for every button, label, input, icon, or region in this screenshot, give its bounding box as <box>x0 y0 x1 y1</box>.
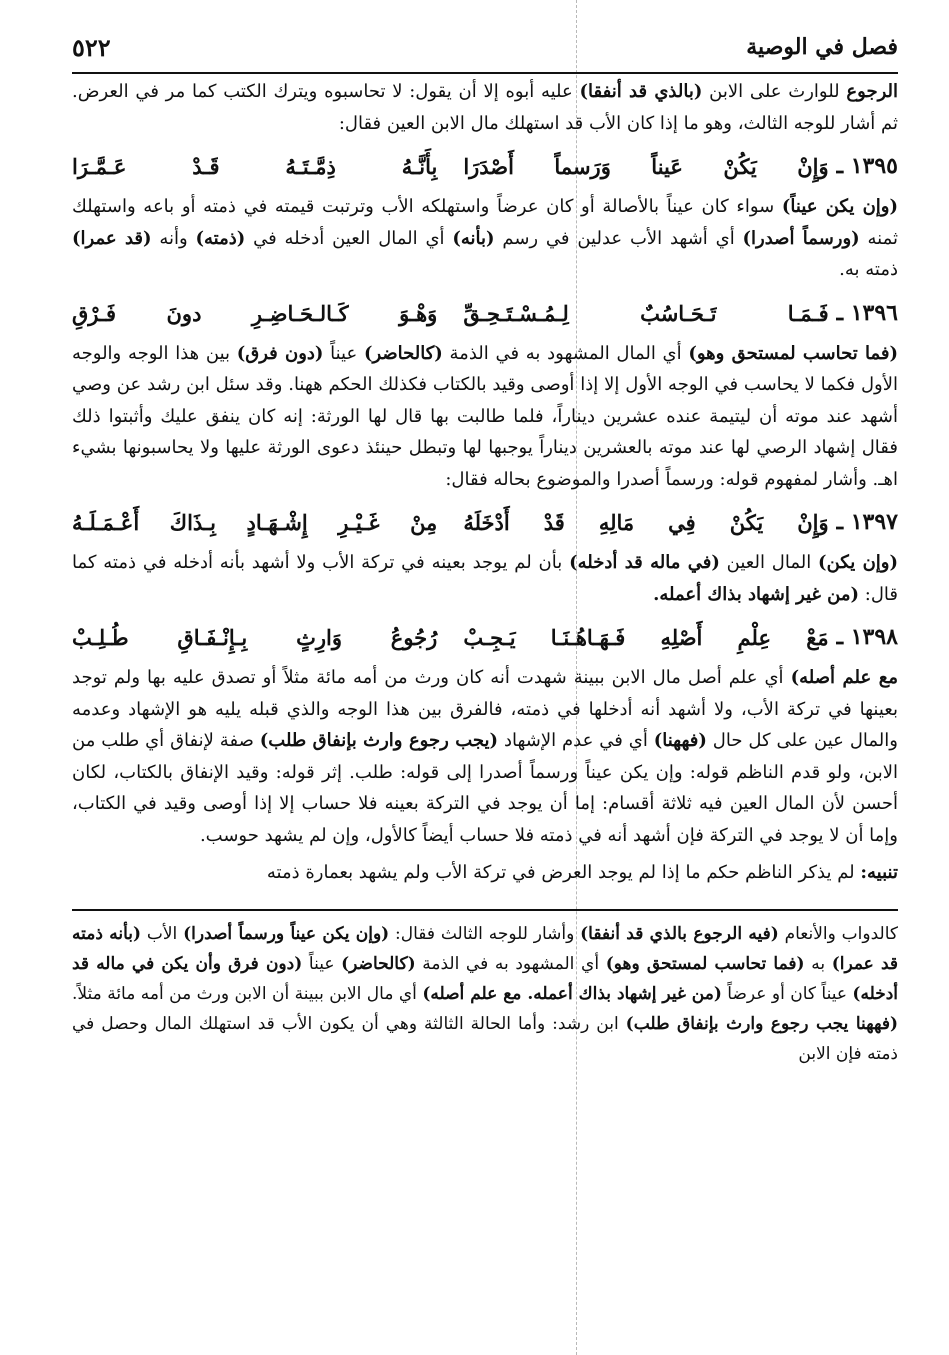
bold-phrase: (كالحاضر) <box>341 953 416 974</box>
bold-phrase: (دون فرق) <box>236 342 324 364</box>
bold-phrase: (بأنه) <box>452 227 495 249</box>
book-page <box>72 22 898 1342</box>
notice-label: تنبيه: <box>860 862 898 883</box>
verse-first-hemistich: مَعْ عِلْمِ أَصْلِهِ فَـهَـاهُـنَـا يَـجِـبْ <box>463 625 829 651</box>
text-run: كالدواب والأنعام <box>778 923 898 944</box>
text-run: أي المال المشهود به في الذمة <box>442 342 689 364</box>
bold-phrase: مع علم أصله) <box>790 667 898 688</box>
bold-phrase: (قد عمرا) <box>72 227 152 249</box>
bold-phrase: (من غير إشهاد بذاك أعمله. <box>653 583 860 605</box>
bold-phrase: (ذمته) <box>195 227 246 249</box>
verse-second-hemistich: بِأَنَّـهُ ذِمَّـتَـهُ قَـدْ عَـمَّـرَا <box>72 154 438 180</box>
verse-number: ١٣٩٧ ـ <box>836 509 898 536</box>
text-run: لم يذكر الناظم حكم ما إذا لم يوجد العرض في تركة الأب ولم يشهد بعمارة ذمته <box>266 862 861 883</box>
bold-phrase: (فما تحاسب لمستحق وهو) <box>688 342 898 364</box>
intro-paragraph <box>72 76 898 139</box>
main-text <box>72 76 898 889</box>
bold-phrase: (وإن يكن) <box>818 552 898 573</box>
notice-paragraph <box>72 857 898 889</box>
verse-first-hemistich: وَإِنْ يَكُنْ عَيناً وَرَسماً أَصْدَرَا <box>463 154 829 180</box>
text-run: بين هذا الوجه والوجه الأول فكما لا يحاسب في الوجه الأول إلا إذا أوصى وقيد بالكتاب فكذلك الحكم ههنا. وقد سئل ابن رشد عن وصي أشهد عند موته أن ليتيمة عنده عشرين ديناراً، فلما طالبت بها قال لها الورثة: إنه كان ينفق عليك وأثبتوا ذلك فقال إشهاد الرصي لها عند موته بالعشرين ديناراً يوجبها لها وتبطل حينئذ دعوى الورثة عليها ولا يحاسبونها بشيء اهـ. وأشار لمفهوم قوله: ورسماً أصدرا والموضوع بحاله فقال: <box>72 342 898 490</box>
page-number: ٥٢٢ <box>72 32 111 62</box>
commentary-paragraph-1395 <box>72 191 898 286</box>
verse-1397 <box>72 499 898 547</box>
text-run: الأب <box>141 923 184 944</box>
verse-number: ١٣٩٨ ـ <box>836 624 898 651</box>
commentary-paragraph-1398 <box>72 662 898 851</box>
text-run: عيناً <box>323 342 364 364</box>
bold-phrase: (يجب رجوع وارث بإنفاق طلب) <box>259 730 499 751</box>
text-run: أي المال العين أدخله في <box>245 227 453 249</box>
bold-phrase: (فما تحاسب لمستحق وهو) <box>605 953 805 974</box>
footnotes <box>72 919 898 1069</box>
bold-phrase: (فههنا يجب رجوع وارث بإنفاق طلب) <box>625 1013 898 1034</box>
text-run: المال العين <box>719 552 819 573</box>
verse-second-hemistich: مِنْ غَـيْـرِ إِشْـهَـادٍ بِـذَاكَ أَعْـمَـلَـهُ <box>72 510 438 536</box>
text-run: عيناً كان أو عرضاً <box>721 983 853 1004</box>
text-run: وأنه <box>151 227 196 249</box>
bold-phrase: (فيه الرجوع بالذي قد أنفقا) <box>580 923 779 944</box>
text-run: عيناً <box>302 953 342 974</box>
text-run: عليه أبوه إلا أن يقول: لا تحاسبوه ويترك الكتب كما مر في العرض. ثم أشار للوجه الثالث، وهو ما إذا كان الأب قد استهلك مال الابن العين فقال: <box>72 81 898 134</box>
verse-second-hemistich: رُجُوعُ وَارِثٍ بِـإِنْـفَـاقِ طُـلِـبْ <box>72 625 438 651</box>
commentary-paragraph-1396 <box>72 338 898 496</box>
bold-phrase: (فههنا) <box>653 730 707 751</box>
bold-phrase: (دون فرق وأن يكن في ماله قد أدخله) <box>72 953 898 1004</box>
verse-second-hemistich: وَهْـوَ كَـالـحَـاضِـرِ دونَ فَـرْقِ <box>72 300 438 326</box>
footnote-separator <box>72 909 898 911</box>
bold-phrase: (في ماله قد أدخله) <box>569 552 720 573</box>
text-run: أي علم أصل مال الابن ببينة شهدت أنه كان ورث من أمه مائة مثلاً أو تصدق عليه بها ولم توجد بعينها في تركة الأب، ولا أشهد أنه أدخلها في ذمته، فالفرق بين هذا الوجه والذي قبله يليه هو الإشهاد وعدمه والمال عين على كل حال <box>72 667 898 751</box>
bold-phrase: (بالذي قد أنفقا) <box>579 81 703 102</box>
text-run: ابن رشد: وأما الحالة الثالثة وهي أن يكون الأب قد استهلك المال وحصل في ذمته فإن الابن <box>72 1013 898 1064</box>
bold-phrase: (بأنه ذمته قد عمرا) <box>72 923 898 974</box>
text-run: أي مال الابن ببينة أن الابن ورث من أمه مائة مثلاً. <box>72 983 423 1004</box>
verse-first-hemistich: وَإِنْ يَكُنْ فِي مَالِهِ قَدْ أَدْخَلَهُ <box>463 510 829 536</box>
commentary-paragraph-1397 <box>72 547 898 610</box>
verse-1398 <box>72 614 898 662</box>
text-run: أي أشهد الأب عدلين في رسم <box>494 227 743 249</box>
bold-phrase: الرجوع <box>846 81 898 102</box>
verse-number: ١٣٩٦ ـ <box>836 299 898 326</box>
text-run: سواء كان عيناً بالأصالة أو كان عرضاً واستهلكه الأب وترتبت قيمته في ذمته أو باعه واستهلك ثمنه <box>72 196 898 249</box>
bold-phrase: (وإن يكن عيناً) <box>781 196 898 217</box>
verse-number: ١٣٩٥ ـ <box>836 153 898 180</box>
text-run: أي في عدم الإشهاد <box>498 730 654 751</box>
page-header <box>72 22 898 74</box>
verse-first-hemistich: فَـمَـا تَـحَـاسُبٌ لِـمُـسْـتَـحِـقِّ <box>463 300 829 326</box>
text-run: للوارث على الابن <box>702 81 847 102</box>
bold-phrase: (كالحاضر) <box>363 342 443 364</box>
verse-1396 <box>72 290 898 338</box>
text-run: وأشار للوجه الثالث فقال: <box>389 923 581 944</box>
text-run: بأن لم يوجد بعينه في تركة الأب ولا أشهد بأنه أدخله في ذمته كما قال: <box>72 552 898 605</box>
chapter-title: فصل في الوصية <box>746 34 898 60</box>
verse-1395 <box>72 143 898 191</box>
text-run: ذمته به. <box>839 259 898 280</box>
text-run: أي المشهود به في الذمة <box>415 953 606 974</box>
text-run: صفة لإنفاق أي طلب من الابن، ولو قدم الناظم قوله: وإن يكن عيناً ورسماً أصدرا إلى قوله: طلب. إثر قوله: وقيد الإنفاق بالكتاب، لكان أحسن لأن المال العين فيه ثلاثة أقسام: إما أن يوجد في التركة بعينه فلا حساب إلا إذا أوصى وقيد في الكتاب، وإما أن لا يوجد في التركة فإن أشهد أنه في ذمته فلا حساب أيضاً كالأول، وإن لم يشهد حوسب. <box>72 730 898 846</box>
bold-phrase: (ورسماً أصدرا) <box>742 227 860 249</box>
text-run: به <box>804 953 832 974</box>
bold-phrase: (من غير إشهاد بذاك أعمله. مع علم أصله) <box>422 983 722 1004</box>
bold-phrase: (وإن يكن عيناً ورسماً أصدرا) <box>183 923 390 944</box>
footnote-paragraph <box>72 919 898 1069</box>
